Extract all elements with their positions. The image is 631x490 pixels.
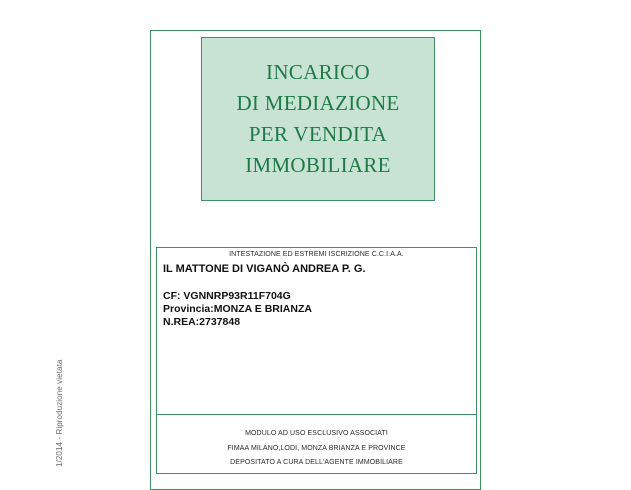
agency-info-box [156,247,477,415]
title-line-1: INCARICO [266,60,370,84]
title-line-2: DI MEDIAZIONE [236,91,400,115]
info-header: INTESTAZIONE ED ESTREMI ISCRIZIONE C.C.I.A.A. [229,251,404,258]
title-line-4: IMMOBILIARE [245,153,391,177]
document-title-box [201,37,435,201]
footer-line-3: DEPOSITATO A CURA DELL'AGENTE IMMOBILIARE [230,459,403,466]
title-line-3: PER VENDITA [248,122,388,146]
company-name: IL MATTONE DI VIGANÒ ANDREA P. G. [163,263,366,275]
rea-number: N.REA:2737848 [163,316,241,328]
footer-notice-box [156,414,477,474]
side-copyright-note: 1/2014 - Riproduzione vietata [55,359,64,467]
agency-details [163,290,312,329]
tax-code: CF: VGNNRP93R11F704G [163,290,291,302]
footer-line-2: FIMAA MILANO,LODI, MONZA BRIANZA E PROVINCE [227,445,406,452]
province: Provincia:MONZA E BRIANZA [163,303,312,315]
footer-line-1: MODULO AD USO ESCLUSIVO ASSOCIATI [245,430,388,437]
